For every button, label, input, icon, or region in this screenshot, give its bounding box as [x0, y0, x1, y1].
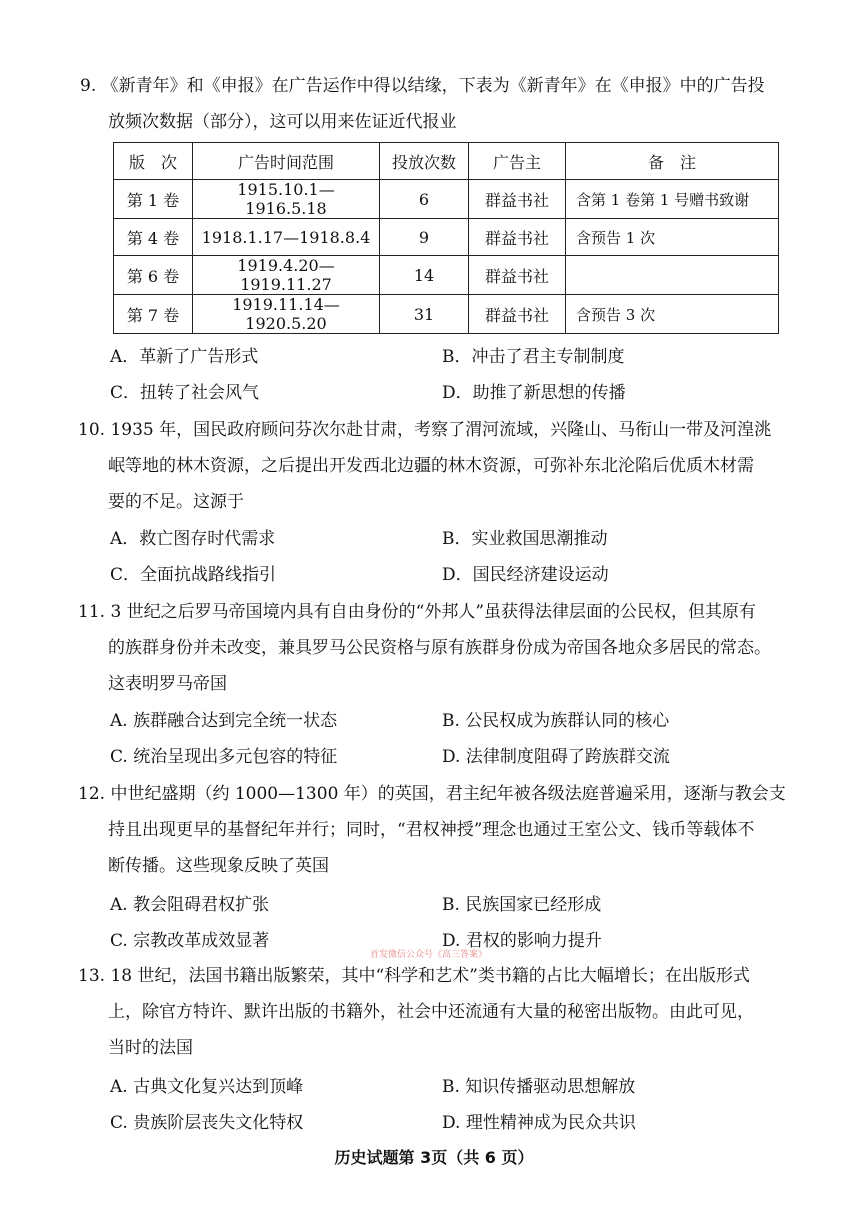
question-13 — [78, 958, 798, 1066]
table-cell: 群益书社 — [469, 256, 566, 295]
question-number: 12. — [78, 784, 106, 804]
table-row — [114, 256, 779, 295]
table-cell: 群益书社 — [469, 219, 566, 256]
option-b[interactable]: B. 公民权成为族群认同的核心 — [442, 710, 670, 731]
option-c[interactable]: C. 贵族阶层丧失文化特权 — [110, 1112, 304, 1133]
question-12-stem-line1: 12. 中世纪盛期（约 1000—1300 年）的英国，君主纪年被各级法庭普遍采用，逐渐与教会支 — [78, 784, 786, 804]
table-header: 广告主 — [469, 143, 566, 180]
option-d[interactable]: D. 君权的影响力提升 — [442, 930, 602, 951]
table-header: 广告时间范围 — [193, 143, 380, 180]
table-cell: 1915.10.1—1916.5.18 — [193, 180, 380, 219]
table-cell: 群益书社 — [469, 180, 566, 219]
question-9 — [80, 68, 800, 140]
table-cell: 第 6 卷 — [114, 256, 193, 295]
table-cell: 第 7 卷 — [114, 295, 193, 334]
option-b[interactable]: B. 民族国家已经形成 — [442, 894, 602, 915]
option-a[interactable]: A．救亡图存时代需求 — [110, 528, 276, 549]
question-12 — [78, 776, 798, 884]
question-9-stem-line1: 9. 《新青年》和《申报》在广告运作中得以结缘，下表为《新青年》在《申报》中的广告投 — [80, 76, 765, 96]
option-d[interactable]: D．国民经济建设运动 — [442, 564, 609, 585]
table-cell: 第 4 卷 — [114, 219, 193, 256]
table-header: 备 注 — [566, 143, 779, 180]
option-b[interactable]: B．实业救国思潮推动 — [442, 528, 608, 549]
question-11-options — [110, 700, 810, 772]
question-11-stem-line1: 11. 3 世纪之后罗马帝国境内具有自由身份的“外邦人”虽获得法律层面的公民权，但其原有 — [78, 602, 757, 622]
question-13-stem-line2: 上，除官方特许、默许出版的书籍外，社会中还流通有大量的秘密出版物。由此可见， — [108, 1002, 754, 1022]
table-header-row — [114, 143, 779, 180]
question-10-stem-line2: 岷等地的林木资源，之后提出开发西北边疆的林木资源，可弥补东北沦陷后优质木材需 — [108, 456, 754, 476]
table-cell: 含第 1 卷第 1 号赠书致谢 — [566, 180, 779, 219]
table-cell: 1919.4.20—1919.11.27 — [193, 256, 380, 295]
option-d[interactable]: D. 理性精神成为民众共识 — [442, 1112, 636, 1133]
option-d[interactable]: D. 法律制度阻碍了跨族群交流 — [442, 746, 670, 767]
table-cell: 14 — [380, 256, 469, 295]
option-a[interactable]: A．革新了广告形式 — [110, 346, 259, 367]
table-cell: 第 1 卷 — [114, 180, 193, 219]
question-10-stem-line1: 10. 1935 年，国民政府顾问芬次尔赴甘肃，考察了渭河流域，兴隆山、马衔山一带及河湟洮 — [78, 420, 772, 440]
option-a[interactable]: A. 教会阻碍君权扩张 — [110, 894, 270, 915]
question-13-stem-line3: 当时的法国 — [108, 1038, 193, 1058]
table-cell: 6 — [380, 180, 469, 219]
option-b[interactable]: B. 知识传播驱动思想解放 — [442, 1076, 636, 1097]
option-b[interactable]: B．冲击了君主专制制度 — [442, 346, 625, 367]
table-cell: 含预告 1 次 — [566, 219, 779, 256]
question-10 — [78, 412, 798, 520]
question-number: 11. — [78, 602, 106, 622]
table-header: 版 次 — [114, 143, 193, 180]
table-cell: 31 — [380, 295, 469, 334]
question-number: 13. — [78, 966, 106, 986]
option-c[interactable]: C．扭转了社会风气 — [110, 382, 260, 403]
question-9-stem-line2: 放频次数据（部分），这可以用来佐证近代报业 — [108, 112, 457, 132]
watermark: 首发微信公众号《高三答案》 — [370, 950, 488, 960]
question-number: 9. — [80, 76, 97, 96]
table-header: 投放次数 — [380, 143, 469, 180]
option-c[interactable]: C. 统治呈现出多元包容的特征 — [110, 746, 338, 767]
question-12-stem-line3: 断传播。这些现象反映了英国 — [108, 856, 329, 876]
question-10-stem-line3: 要的不足。这源于 — [108, 492, 244, 512]
question-12-stem-line2: 持且出现更早的基督纪年并行；同时，“君权神授”理念也通过王室公文、钱币等载体不 — [108, 820, 755, 840]
table-row — [114, 219, 779, 256]
question-number: 10. — [78, 420, 106, 440]
option-c[interactable]: C. 宗教改革成效显著 — [110, 930, 270, 951]
page-footer: 历史试题第 3页（共 6 页） — [334, 1148, 534, 1167]
table-row — [114, 180, 779, 219]
question-11-stem-line3: 这表明罗马帝国 — [108, 674, 227, 694]
option-a[interactable]: A. 族群融合达到完全统一状态 — [110, 710, 338, 731]
table-cell: 1918.1.17—1918.8.4 — [193, 219, 380, 256]
table-cell: 含预告 3 次 — [566, 295, 779, 334]
table-cell — [566, 256, 779, 295]
question-11-stem-line2: 的族群身份并未改变，兼具罗马公民资格与原有族群身份成为帝国各地众多居民的常态。 — [108, 638, 771, 658]
question-9-options — [110, 336, 810, 408]
option-a[interactable]: A. 古典文化复兴达到顶峰 — [110, 1076, 304, 1097]
ad-frequency-table — [113, 142, 779, 334]
question-11 — [78, 594, 798, 702]
option-d[interactable]: D．助推了新思想的传播 — [442, 382, 626, 403]
question-13-options — [110, 1066, 810, 1138]
table-cell: 群益书社 — [469, 295, 566, 334]
table-cell: 1919.11.14—1920.5.20 — [193, 295, 380, 334]
question-10-options — [110, 518, 810, 590]
question-13-stem-line1: 13. 18 世纪，法国书籍出版繁荣，其中“科学和艺术”类书籍的占比大幅增长；在出版形式 — [78, 966, 750, 986]
question-12-options — [110, 884, 810, 956]
table-cell: 9 — [380, 219, 469, 256]
option-c[interactable]: C．全面抗战路线指引 — [110, 564, 277, 585]
table-row — [114, 295, 779, 334]
